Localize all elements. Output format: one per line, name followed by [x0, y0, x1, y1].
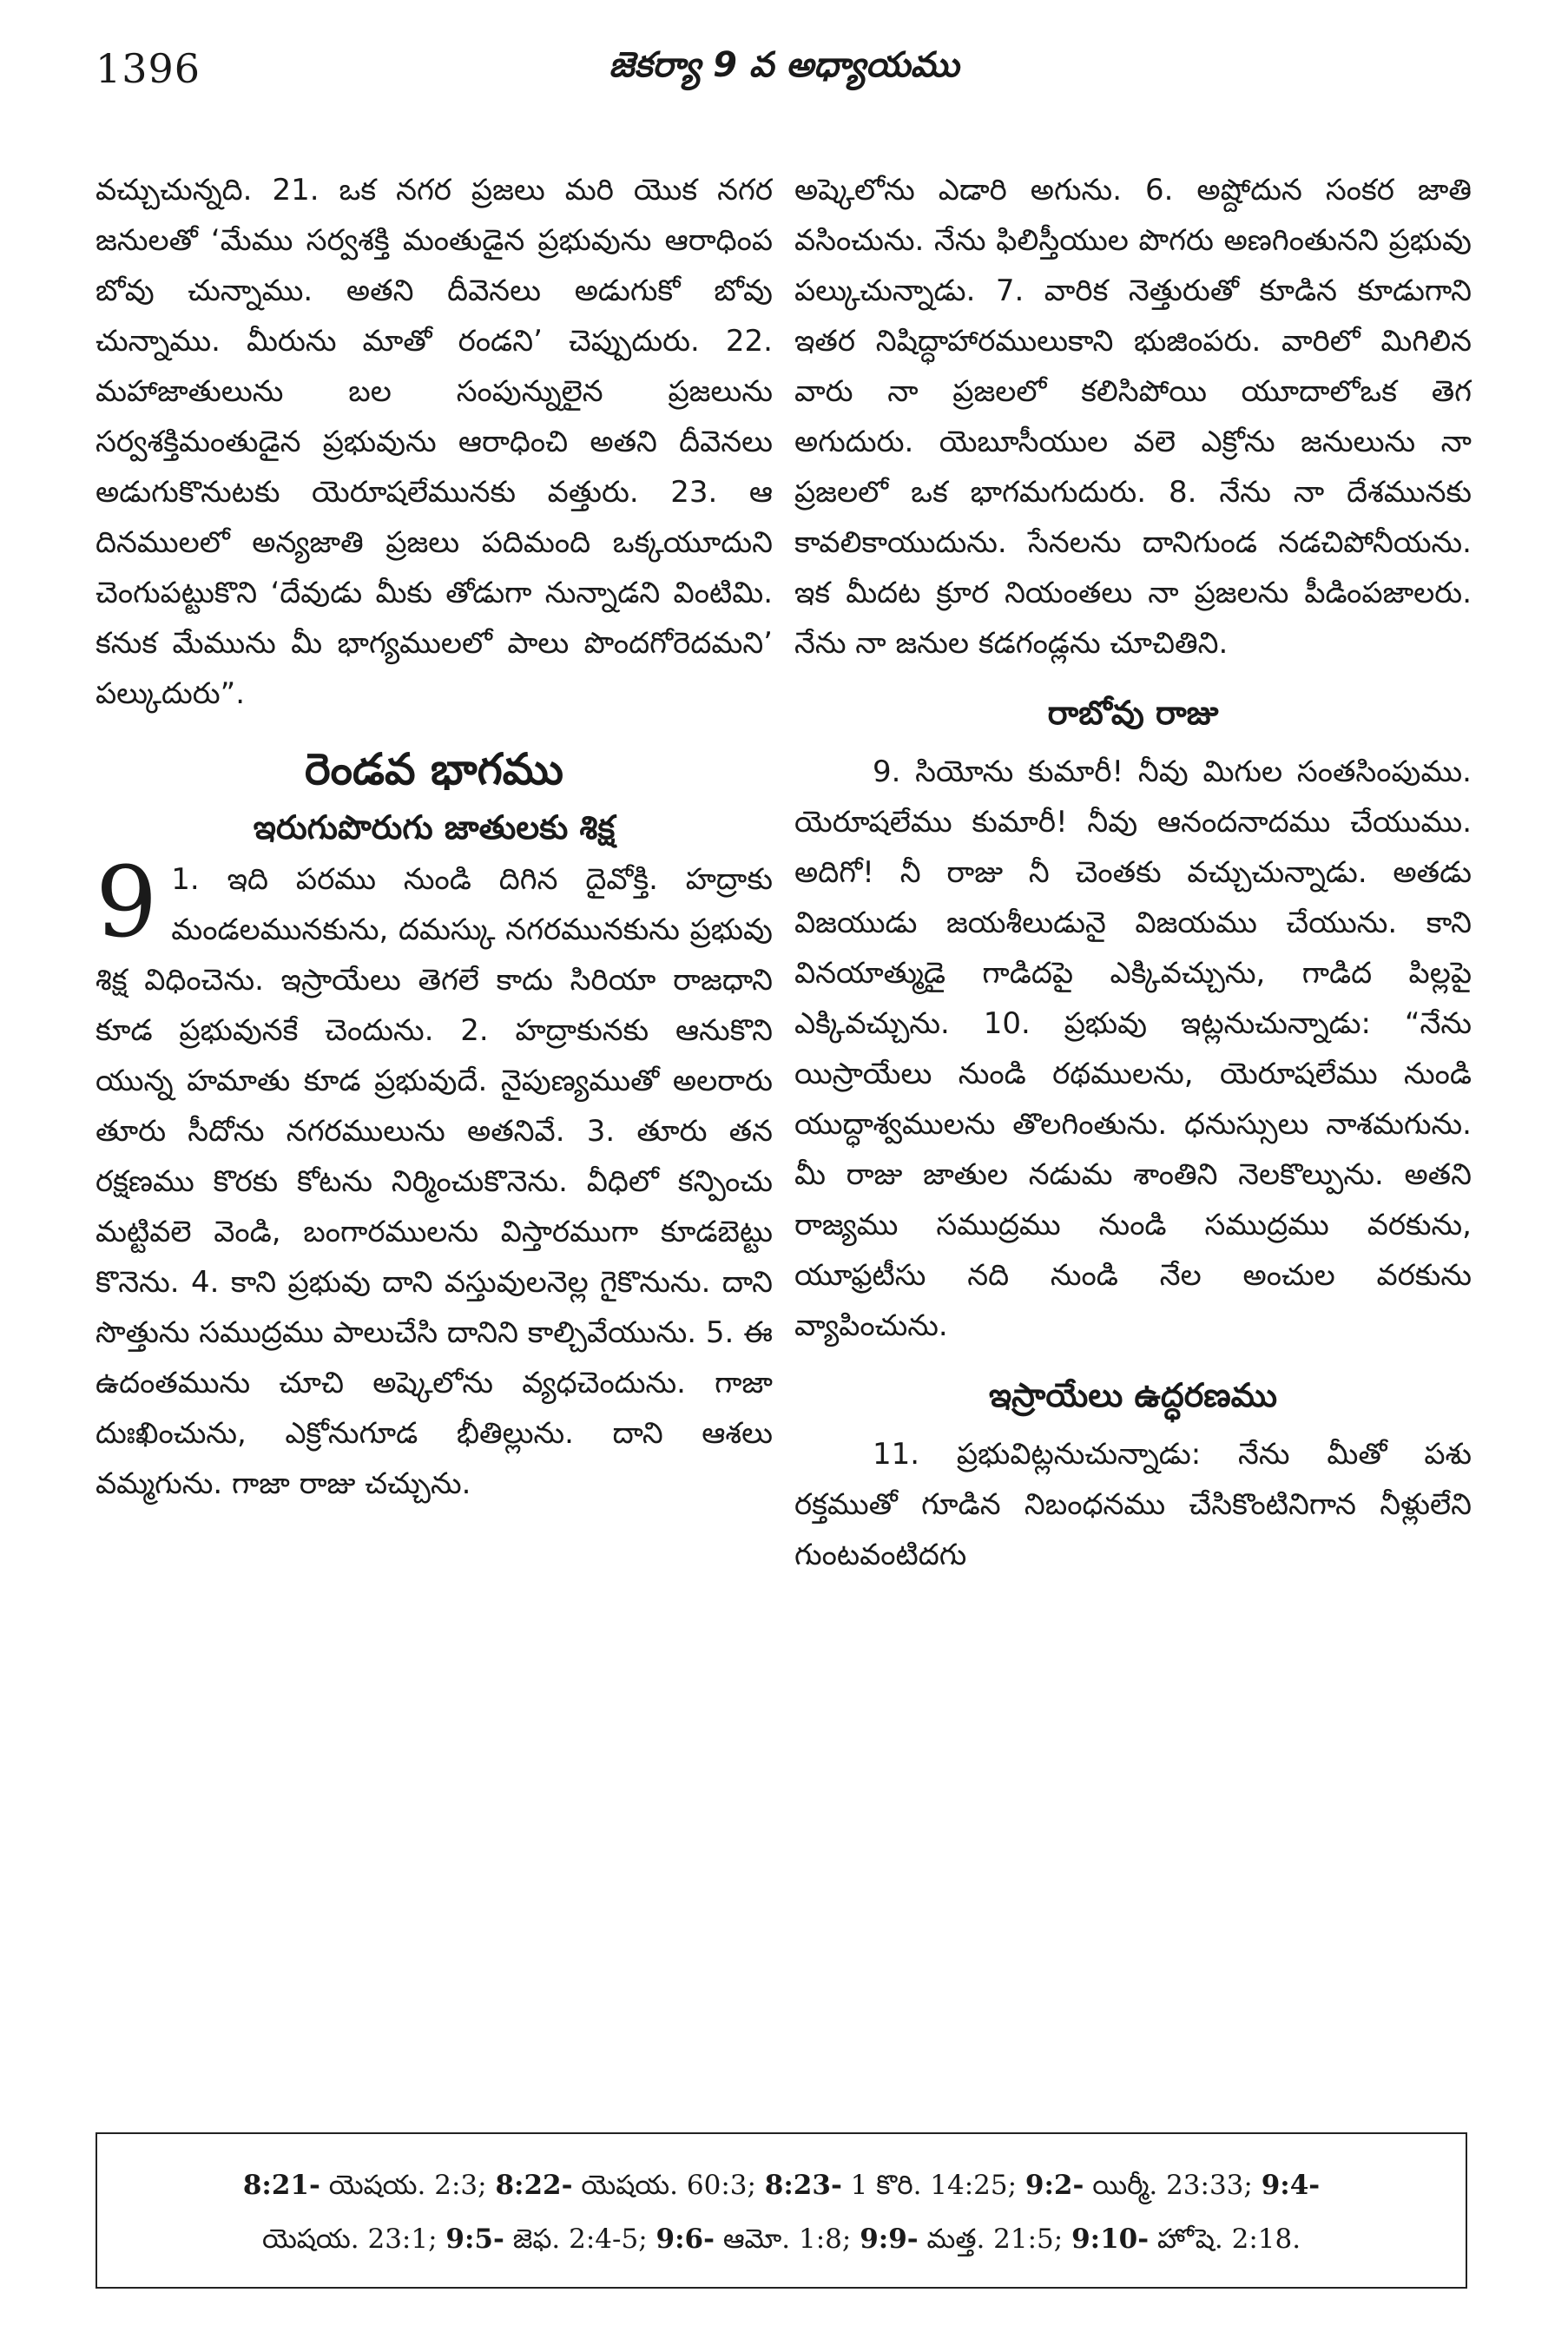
footnote-text: యెషయ. 23:1;: [261, 2224, 446, 2255]
footnote-ref: 9:9-: [860, 2224, 919, 2255]
left-column: [96, 165, 773, 2144]
footnote-ref: 8:22-: [495, 2170, 573, 2201]
page-number: 1396: [96, 45, 201, 92]
section-heading-coming-king: రాబోవు రాజు: [1047, 694, 1219, 732]
chapter-paragraph: [96, 847, 773, 1509]
footnote-row-2: [128, 2212, 1434, 2266]
footnote-text: యెషయ. 60:3;: [572, 2170, 765, 2201]
part-subheading: ఇరుగుపొరుగు జాతులకు శిక్ష: [253, 808, 616, 847]
footnote-text: హోషె. 2:18.: [1149, 2224, 1301, 2255]
footnote-text: 1 కొరి. 14:25;: [841, 2170, 1025, 2201]
right-paragraph-1: అష్కెలోను ఎడారి అగును. 6. అష్దోదున సంకర జాతి వసించును. నేను ఫిలిస్తీయుల పొగరు అణగింతునని ప్రభువు పల్కుచున్నాడు. 7. వారిక నెత్తురుతో కూడిన కూడుగాని ఇతర నిషిద్ధాహారములుకాని భుజింపరు. వారిలో మిగిలిన వారు నా ప్రజలలో కలిసిపోయి యూదాలోఒక తెగ అగుదురు. యెబూసీయుల వలె ఎక్రోను జనులును నా ప్రజలలో ఒక భాగమగుదురు. 8. నేను నా దేశమునకు కావలికాయుదును. సేనలను దానిగుండ నడచిపోనీయను. ఇక మీదట క్రూర నియంతలు నా ప్రజలను పీడింపజాలరు. నేను నా జనుల కడగండ్లను చూచితిని.: [794, 173, 1472, 661]
right-paragraph-3: 11. ప్రభువిట్లనుచున్నాడు: నేను మీతో పశు రక్తముతో గూడిన నిబంధనము చేసికొంటినిగాన నీళ్లులేని గుంటవంటిదగు: [794, 1437, 1472, 1572]
right-paragraph-2: 9. సియోను కుమారీ! నీవు మిగుల సంతసింపుము. యెరూషలేము కుమారీ! నీవు ఆనందనాదము చేయుము. అదిగో! నీ రాజు నీ చెంతకు వచ్చుచున్నాడు. అతడు విజయుడు జయశీలుడునై విజయము చేయును. కాని వినయాత్ముడై గాడిదపై ఎక్కివచ్చును, గాడిద పిల్లపై ఎక్కివచ్చును. 10. ప్రభువు ఇట్లనుచున్నాడు: “నేను యిస్రాయేలు నుండి రథములను, యెరూషలేము నుండి యుద్ధాశ్వములను తొలగింతును. ధనుస్సులు నాశమగును. మీ రాజు జాతుల నడుమ శాంతిని నెలకొల్పును. అతని రాజ్యము సముద్రము నుండి సముద్రము వరకును, యూఫ్రటీసు నది నుండి నేల అంచుల వరకును వ్యాపించును.: [794, 754, 1472, 1343]
running-title: జెకర్యా 9 వ అధ్యాయము: [609, 45, 959, 85]
footnote-ref: 9:10-: [1071, 2224, 1150, 2255]
footnote-box: [96, 2132, 1467, 2289]
footnote-ref: 8:23-: [764, 2170, 842, 2201]
section-heading-restoration: ఇస్రాయేలు ఉద్ధరణము: [989, 1376, 1277, 1414]
footnote-text: ఆమో. 1:8;: [714, 2224, 860, 2255]
left-paragraph-1: వచ్చుచున్నది. 21. ఒక నగర ప్రజలు మరి యొక నగర జనులతో ‘మేము సర్వశక్తి మంతుడైన ప్రభువును ఆరాధింప బోవు చున్నాము. అతని దీవెనలు అడుగుకో బోవు చున్నాము. మీరును మాతో రండని’ చెప్పుదురు. 22. మహాజాతులును బల సంపున్నులైన ప్రజలును సర్వశక్తిమంతుడైన ప్రభువును ఆరాధించి అతని దీవెనలు అడుగుకొనుటకు యెరూషలేమునకు వత్తురు. 23. ఆ దినములలో అన్యజాతి ప్రజలు పదిమంది ఒక్కయూదుని చెంగుపట్టుకొని ‘దేవుడు మీకు తోడుగా నున్నాడని వింటిమి. కనుక మేమును మీ భాగ్యములలో పాలు పొందగోరెదమని’ పల్కుదురు”.: [96, 173, 773, 711]
footnote-ref: 9:5-: [445, 2224, 504, 2255]
right-column: [794, 165, 1472, 2144]
footnote-text: యెషయ. 2:3;: [320, 2170, 496, 2201]
part-heading: రెండవ భాగము: [305, 744, 563, 794]
footnote-text: జెఫ. 2:4-5;: [504, 2224, 656, 2255]
footnote-ref: 9:2-: [1024, 2170, 1084, 2201]
footnote-row-1: [128, 2158, 1434, 2212]
chapter-text: 1. ఇది పరము నుండి దిగిన దైవోక్తి. హద్రాకు మండలమునకును, దమస్కు నగరమునకును ప్రభువు శిక్ష విధించెను. ఇస్రాయేలు తెగలే కాదు సిరియా రాజధాని కూడ ప్రభువునకే చెందును. 2. హద్రాకునకు ఆనుకొని యున్న హమాతు కూడ ప్రభువుదే. నైపుణ్యముతో అలరారు తూరు సీదోను నగరములును అతనివే. 3. తూరు తన రక్షణము కొరకు కోటను నిర్మించుకొనెను. వీధిలో కన్పించు మట్టివలె వెండి, బంగారములను విస్తారముగా కూడబెట్టు కొనెను. 4. కాని ప్రభువు దాని వస్తువులనెల్ల గైకొనును. దాని సొత్తును సముద్రము పాలుచేసి దానిని కాల్చివేయును. 5. ఈ ఉదంతమును చూచి అష్కెలోను వ్యధచెందును. గాజా దుఃఖించును, ఎక్రోనుగూడ భీతిల్లును. దాని ఆశలు వమ్మగును. గాజా రాజు చచ్చును.: [96, 862, 773, 1501]
footnote-ref: 9:4-: [1261, 2170, 1321, 2201]
footnote-text: యిర్మీ. 23:33;: [1084, 2170, 1262, 2201]
chapter-number: 9: [96, 847, 158, 959]
footnote-ref: 8:21-: [242, 2170, 320, 2201]
footnote-ref: 9:6-: [656, 2224, 715, 2255]
footnote-text: మత్త. 21:5;: [918, 2224, 1072, 2255]
